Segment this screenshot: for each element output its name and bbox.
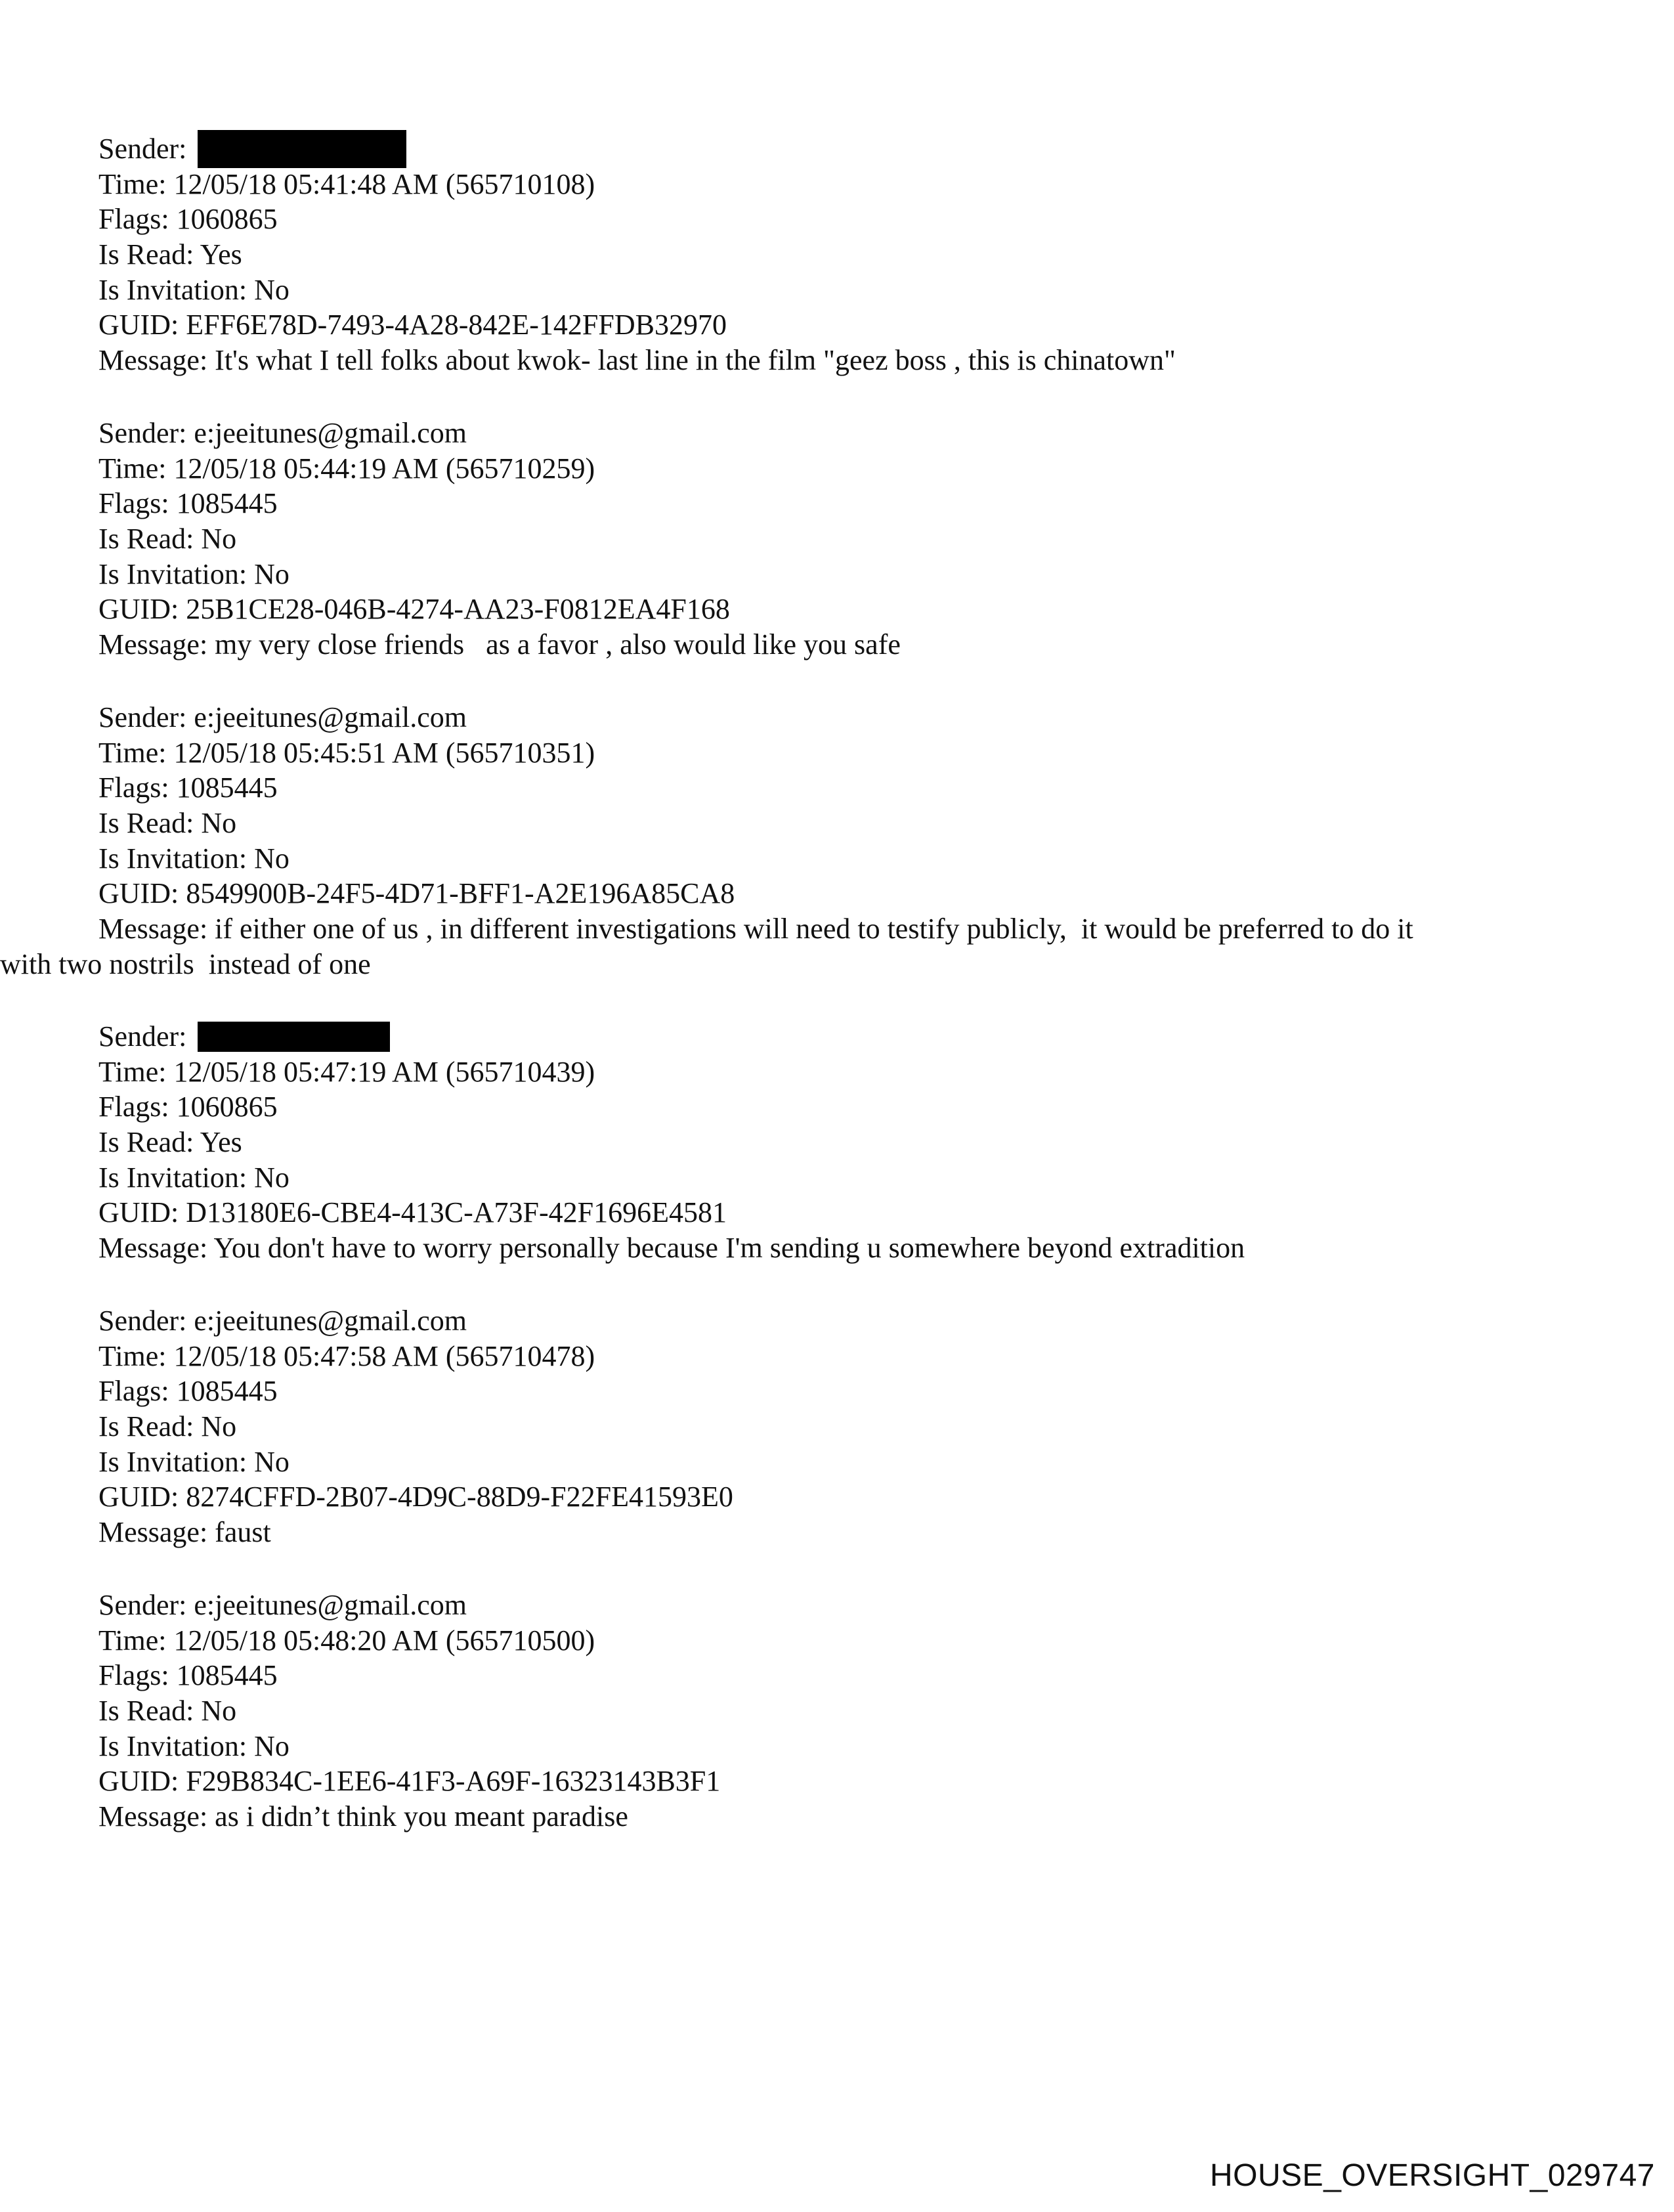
message-entry (98, 416, 1576, 662)
sender-line (98, 1588, 1576, 1623)
message-entry (98, 1019, 1576, 1266)
guid-line: GUID: F29B834C-1EE6-41F3-A69F-16323143B3F1 (98, 1765, 721, 1798)
message-line: Message: It's what I tell folks about kwok- last line in the film "geez boss , this is chinatown" (98, 344, 1176, 377)
is-invitation-line: Is Invitation: No (98, 842, 290, 875)
is-invitation-line: Is Invitation: No (98, 1729, 290, 1762)
sender-value: e:jeeitunes@gmail.com (194, 1589, 467, 1621)
sender-line (98, 700, 1576, 735)
time-line: Time: 12/05/18 05:45:51 AM (565710351) (98, 736, 595, 769)
sender-value: e:jeeitunes@gmail.com (194, 417, 467, 449)
guid-line: GUID: 8549900B-24F5-4D71-BFF1-A2E196A85CA8 (98, 877, 735, 910)
is-read-line: Is Read: No (98, 807, 237, 840)
redaction-box (198, 1022, 390, 1052)
flags-line: Flags: 1060865 (98, 203, 278, 236)
sender-label: Sender: (98, 133, 187, 165)
flags-line: Flags: 1085445 (98, 487, 278, 520)
message-entry (0, 700, 1576, 982)
is-read-line: Is Read: No (98, 1410, 237, 1443)
message-line: Message: if either one of us , in different investigations will need to testify publicly, it would be preferred to do it (98, 913, 1413, 945)
time-line: Time: 12/05/18 05:47:58 AM (565710478) (98, 1339, 595, 1372)
guid-line: GUID: D13180E6-CBE4-413C-A73F-42F1696E4581 (98, 1196, 727, 1229)
guid-line: GUID: 8274CFFD-2B07-4D9C-88D9-F22FE41593E0 (98, 1481, 733, 1513)
is-read-line: Is Read: No (98, 523, 237, 555)
is-invitation-line: Is Invitation: No (98, 557, 290, 590)
sender-label: Sender: (98, 1305, 187, 1337)
sender-line (98, 1303, 1576, 1339)
is-read-line: Is Read: No (98, 1695, 237, 1727)
message-line: Message: faust (98, 1516, 271, 1549)
time-line: Time: 12/05/18 05:47:19 AM (565710439) (98, 1055, 595, 1088)
sender-label: Sender: (98, 1020, 187, 1052)
flags-line: Flags: 1060865 (98, 1091, 278, 1123)
guid-line: GUID: 25B1CE28-046B-4274-AA23-F0812EA4F168 (98, 593, 730, 626)
sender-line (98, 416, 1576, 451)
sender-label: Sender: (98, 417, 187, 449)
time-line: Time: 12/05/18 05:48:20 AM (565710500) (98, 1624, 595, 1657)
bates-number: HOUSE_OVERSIGHT_029747 (1210, 2158, 1655, 2193)
message-line-continued: with two nostrils instead of one (0, 947, 371, 980)
is-read-line: Is Read: Yes (98, 238, 242, 271)
is-invitation-line: Is Invitation: No (98, 1445, 290, 1478)
flags-line: Flags: 1085445 (98, 771, 278, 804)
time-line: Time: 12/05/18 05:41:48 AM (565710108) (98, 167, 595, 200)
time-line: Time: 12/05/18 05:44:19 AM (565710259) (98, 452, 595, 485)
is-read-line: Is Read: Yes (98, 1126, 242, 1159)
sender-label: Sender: (98, 701, 187, 733)
guid-line: GUID: EFF6E78D-7493-4A28-842E-142FFDB32970 (98, 309, 727, 341)
sender-line (98, 1019, 1576, 1054)
message-entry (98, 131, 1576, 378)
redaction-box (198, 130, 406, 168)
message-line: Message: as i didn’t think you meant paradise (98, 1800, 628, 1833)
sender-label: Sender: (98, 1589, 187, 1621)
message-entry (98, 1303, 1576, 1550)
sender-value: e:jeeitunes@gmail.com (194, 1305, 467, 1337)
is-invitation-line: Is Invitation: No (98, 1161, 290, 1194)
sender-line (98, 131, 1576, 167)
message-line: Message: You don't have to worry personally because I'm sending u somewhere beyond extradition (98, 1232, 1245, 1265)
message-line: Message: my very close friends as a favor , also would like you safe (98, 628, 901, 661)
flags-line: Flags: 1085445 (98, 1659, 278, 1692)
message-entry (98, 1588, 1576, 1834)
is-invitation-line: Is Invitation: No (98, 273, 290, 306)
flags-line: Flags: 1085445 (98, 1375, 278, 1408)
sender-value: e:jeeitunes@gmail.com (194, 701, 467, 733)
